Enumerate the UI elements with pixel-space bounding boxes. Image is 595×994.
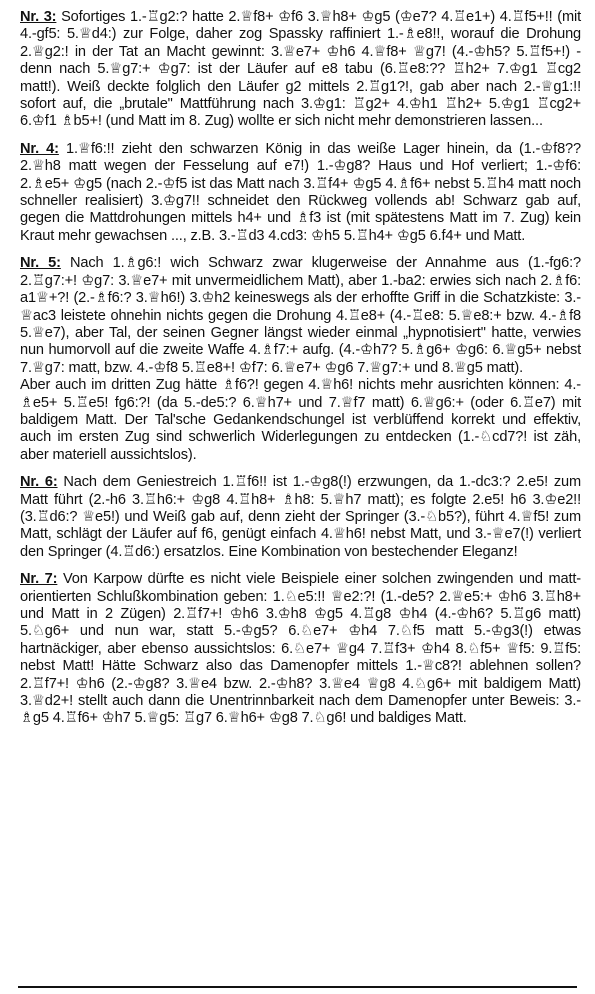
section-label: Nr. 5: xyxy=(20,255,61,272)
solution-nr-3 xyxy=(20,9,581,131)
paragraph-text: Von Karpow dürfte es nicht viele Beispiele einer solchen zwingenden und matt-orientierten Schlußkombination geben: 1.♘e5:!! ♕e2:?! (1.-de5? 2.♕e5:+ ♔h6 3.♖h8+ und Matt in 2 Zügen) 2.♖f7+! ♔h6 3.♔h8 ♔g5 4.♖g8 ♔h4 (4.-♔h6? 5.♖g6 matt) 5.♘g6+ und nun war, statt 5.-♔g5? 6.♘e7+ ♔h4 7.♘f5 matt 5.-♔g3(!) etwas hartnäckiger, aber ebenso aussichtslos: 6.♘e7+ ♕g4 7.♖f3+ ♔h4 8.♘f5+ ♕f5: 9.♖f5: nebst Matt! Hätte Schwarz also das Damenopfer mittels 1.-♕c8?! ablehnen sollen? 2.♖f7+! ♔h6 (2.-♔g8? 3.♕e4 bzw. 2.-♔h8? 3.♕e4 ♕g8 4.♘g6+ mit baldigem Matt) 3.♕d2+! stellt auch dann die Unentrinnbarkeit nach dem Damenopfer unter Beweis: 3.-♗g5 4.♖f6+ ♔h7 5.♕g5: ♖g7 6.♕h6+ ♔g8 7.♘g6! und baldiges Matt. xyxy=(20,571,581,727)
section-label: Nr. 3: xyxy=(20,9,57,25)
solution-nr-5 xyxy=(20,255,581,464)
paragraph-text: 1.♕f6:!! zieht den schwarzen König in das weiße Lager hinein, da (1.-♔f8?? 2.♕h8 matt wegen der Fesselung auf e7!) 1.-♔g8? Haus und Hof verliert; 1.-♔f6: 2.♗e5+ ♔g5 (nach 2.-♔f5 ist das Matt nach 3.♖f4+ ♔g5 4.♗f6+ nebst 5.♖h4 matt noch schneller realisiert) 3.♔g7!! schneidet den Rückweg vollends ab! Schwarz gab auf, gegen die Mattdrohungen mittels h4+ und ♗f3 ist (mit spätestens Matt im 7. Zug) kein Kraut mehr gewachsen ..., z.B. 3.-♖d3 4.cd3: ♔h5 5.♖h4+ ♔g5 6.f4+ und Matt. xyxy=(20,140,581,244)
paragraph-text: Nach dem Geniestreich 1.♖f6!! ist 1.-♔g8(!) erzwungen, da 1.-dc3:? 2.e5! zum Matt führt (2.-h6 3.♖h6:+ ♔g8 4.♖h8+ ♗h8: 5.♕h7 matt); es folgte 2.e5! h6 3.♔e2!! (3.♖d6:? ♕e5!) und Weiß gab auf, denn zieht der Springer (3.-♘b5?), führt 4.♕f5! zum Matt, schlägt der Läufer auf f6, genügt einfach 4.♕h6! nebst Matt, und 3.-♕e7(!) verliert den Springer (4.♖d6:) ersatzlos. Eine Kombination von bestechender Eleganz! xyxy=(20,474,581,560)
section-label: Nr. 7: xyxy=(20,571,58,588)
paragraph-continuation: Aber auch im dritten Zug hätte ♗f6?! gegen 4.♕h6! nichts mehr ausrichten können: 4.-♗e5+ 5.♖e5! fg6:?! (da 5.-de5:? 6.♕h7+ und 7.♕f7 matt) 6.♕g6:+ (oder 6.♖e7) mit baldigem Matt. Der Tal'sche Gedankendschungel ist verblüffend korrekt und effektiv, auch im ersten Zug sind schwerlich Widerlegungen zu entdecken (1.-♘cd7?! ist zäh, aber materiell aussichtslos). xyxy=(20,377,581,463)
paragraph-text: Sofortiges 1.-♖g2:? hatte 2.♕f8+ ♔f6 3.♕h8+ ♔g5 (♔e7? 4.♖e1+) 4.♖f5+!! (mit 4.-gf5: 5.♕d4:) zur Folge, daher zog Spassky raffiniert 1.-♗e8!!, worauf die Drohung 2.♕g2:! in der Tat an Macht gewinnt: 3.♕e7+ ♔h6 4.♕f8+ ♕g7! (4.-♔h5? 5.♖f5+!) - denn nach 5.♕g7:+ ♔g7: ist der Läufer auf e8 tabu (6.♖e8:?? ♖h2+ 7.♔g1 ♖cg2 matt!). Weiß deckte folglich den Läufer g2 mittels 2.♖g1?!, gab aber nach 2.-♕g1:!! sofort auf, die „brutale" Mattführung nach 3.♔g1: ♖g2+ 4.♔h1 ♖h2+ 5.♔g1 ♖cg2+ 6.♔f1 ♗b5+! (und Matt im 8. Zug) wollte er sich nicht mehr demonstrieren lassen... xyxy=(20,9,581,130)
section-label: Nr. 6: xyxy=(20,474,58,491)
solution-nr-4 xyxy=(20,141,581,245)
solution-nr-7 xyxy=(20,571,581,728)
paragraph-text: Nach 1.♗g6:! wich Schwarz zwar klugerweise der Annahme aus (1.-fg6:? 2.♖g7:+! ♔g7: 3.♕e7+ mit unvermeidlichem Matt), aber 1.-ba2: erwies sich nach 2.♗f6: a1♕+?! (2.-♗f6:? 3.♕h6!) 3.♔h2 keineswegs als der erhoffte Griff in die Schatzkiste: 3.-♕ac3 leistete ohnehin nichts gegen die Drohung 4.♖e8+ (4.-♖e8: 5.♕e8:+ bzw. 4.-♗f8 5.♕e7), aber Tal, der seinen Gegner längst wieder einmal „hypnotisiert" hatte, verwies nun humorvoll auf die zweite Waffe 4.♗f7:+ aufg. (4.-♔h7? 5.♗g6+ ♔g6: 6.♕g5+ nebst 7.♕g7: matt, bzw. 4.-♔f8 5.♖e8+! ♔f7: 6.♕e7+ ♔g6 7.♕g7:+ und 8.♕g5 matt). xyxy=(20,255,581,376)
bottom-divider xyxy=(18,986,577,988)
solution-nr-6 xyxy=(20,474,581,561)
section-label: Nr. 4: xyxy=(20,140,59,157)
